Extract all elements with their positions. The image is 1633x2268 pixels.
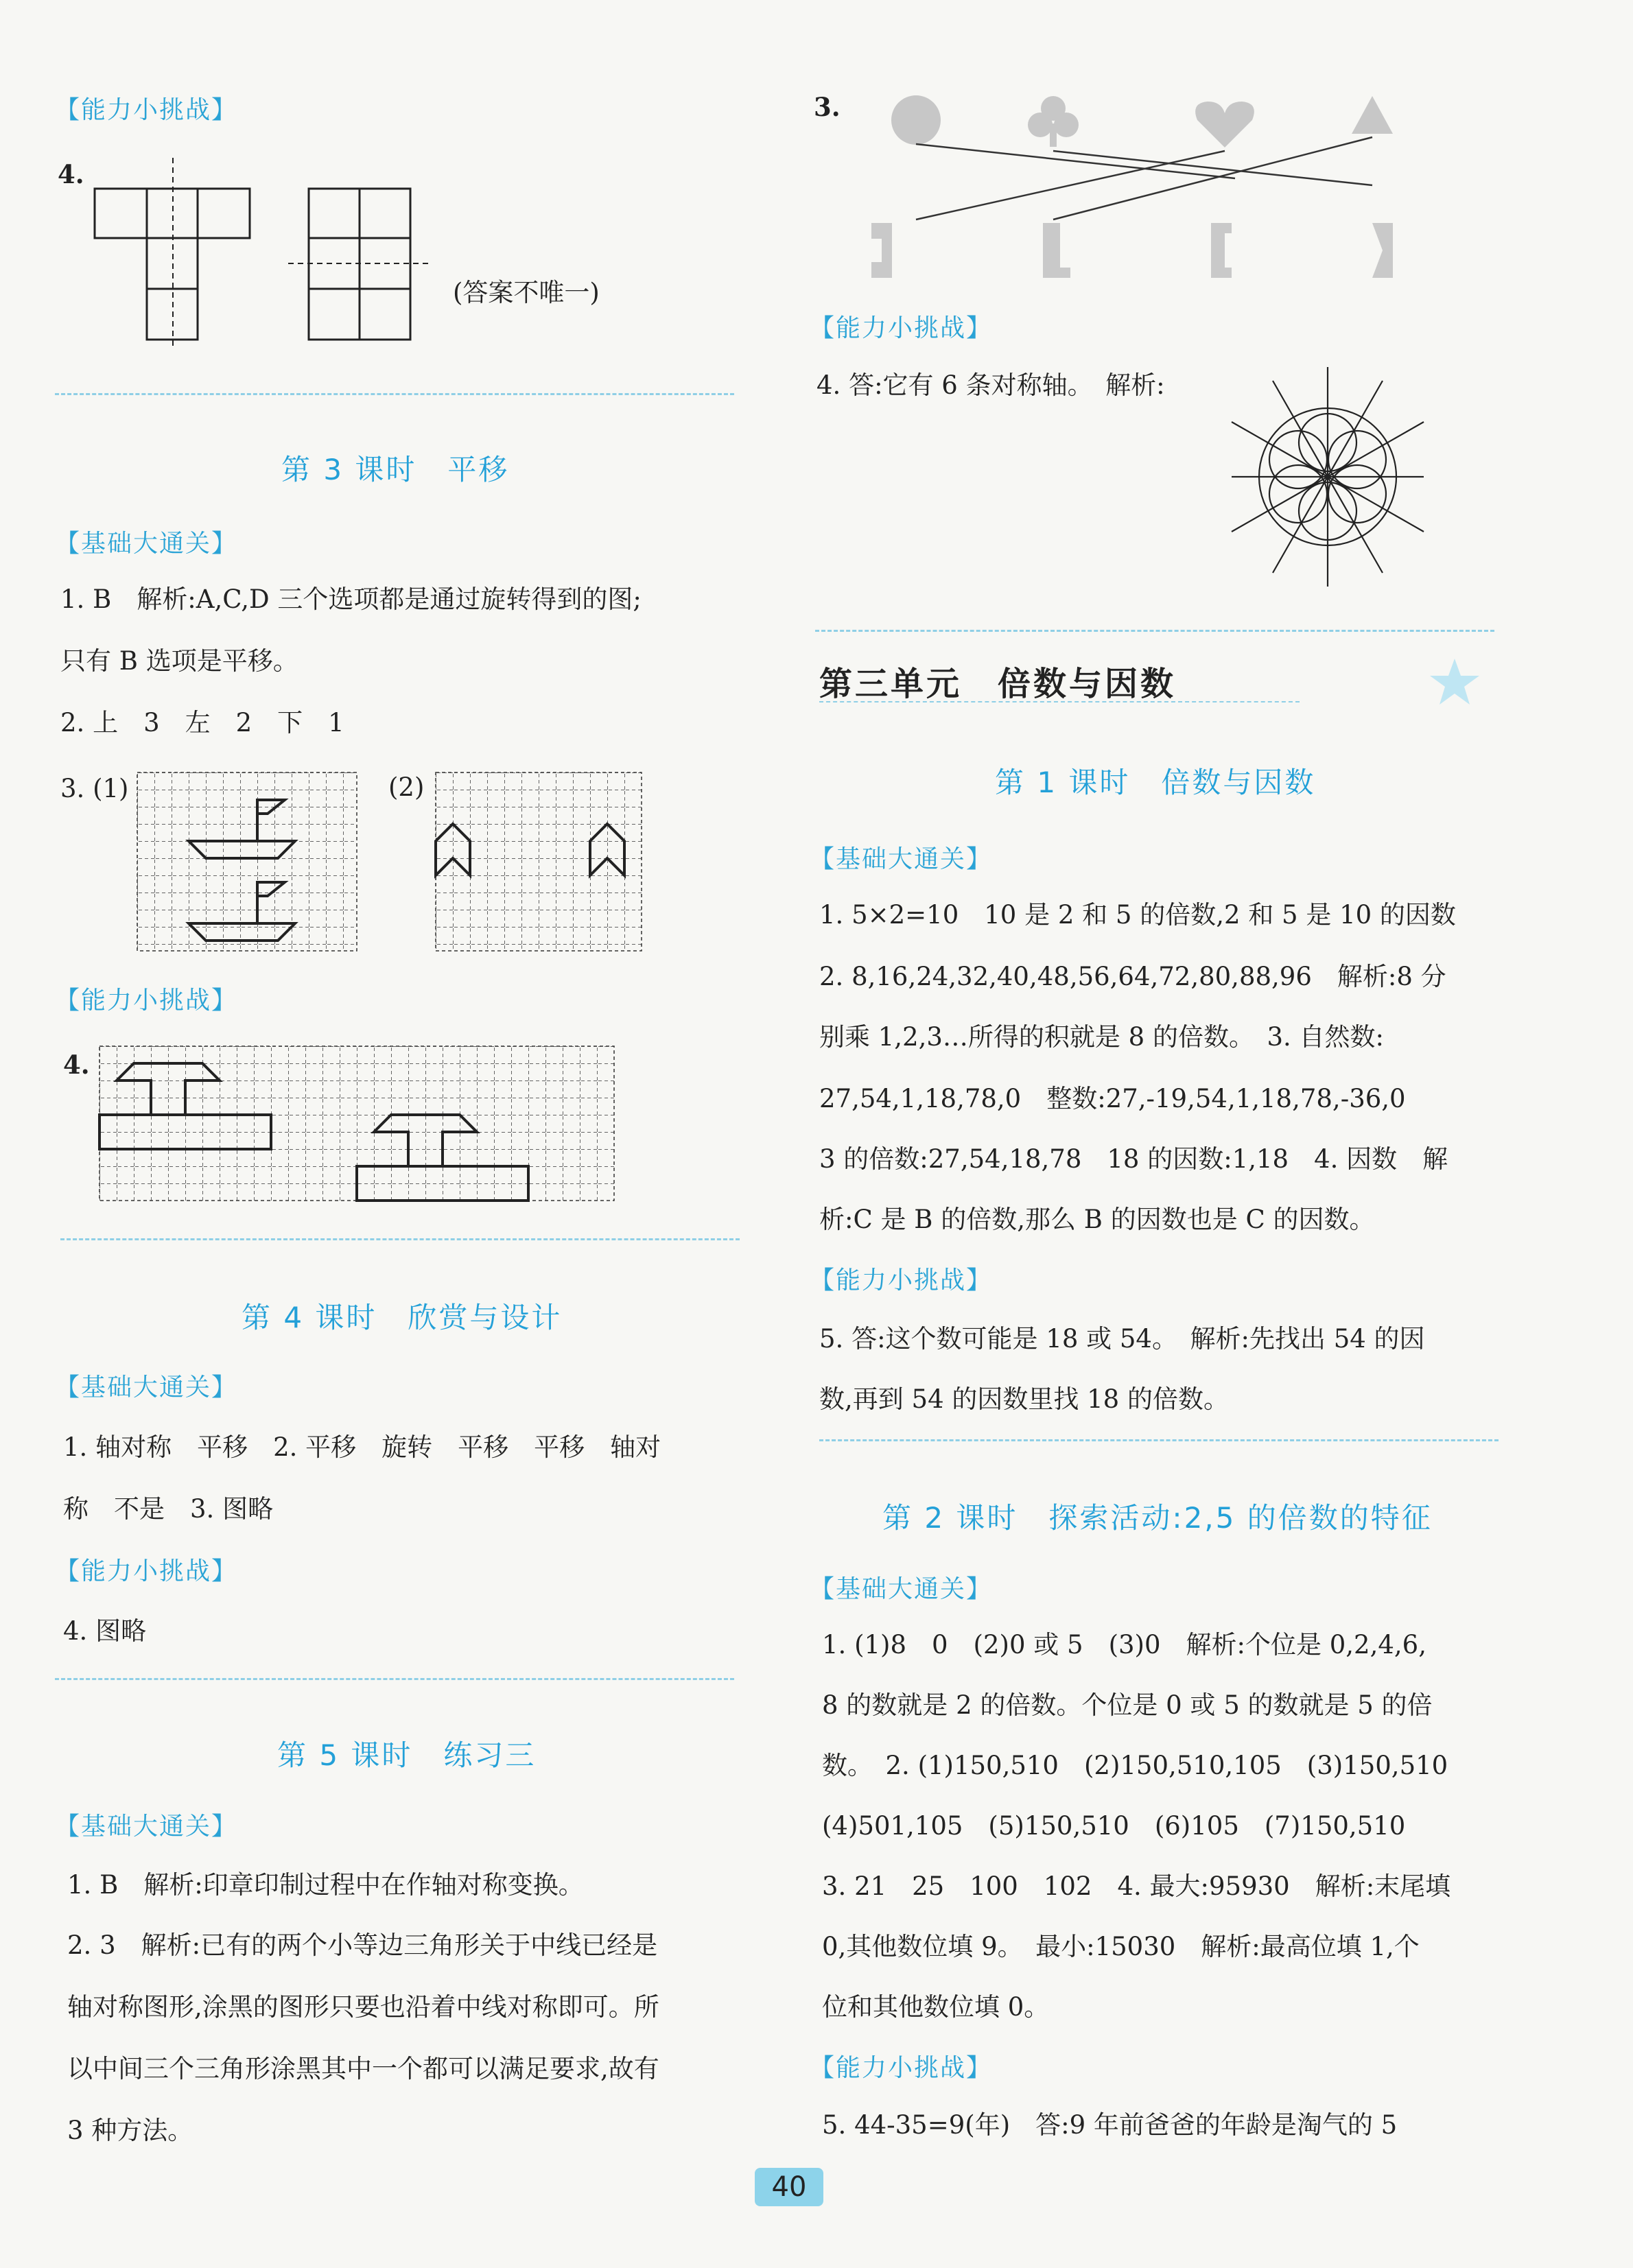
lesson-5-line-4: 以中间三个三角形涂黑其中一个都可以满足要求,故有: [67, 2054, 659, 2083]
lesson-3-title: 第 3 课时 平移: [281, 453, 510, 486]
challenge-tag: 【能力小挑战】: [55, 96, 238, 124]
lesson-4-line-3: 4. 图略: [63, 1616, 147, 1646]
question-number: 4.: [63, 1050, 90, 1080]
basic-tag: 【基础大通关】: [55, 1812, 238, 1841]
unit3-lesson-1-line-8: 数,再到 54 的因数里找 18 的倍数。: [819, 1384, 1229, 1414]
unit3-lesson-2-line-4: (4)501,105 (5)150,510 (6)105 (7)150,510: [822, 1811, 1406, 1841]
unit3-lesson-2-line-7: 位和其他数位填 0。: [822, 1992, 1050, 2022]
unit3-lesson-1-line-6: 析:C 是 B 的倍数,那么 B 的因数也是 C 的因数。: [819, 1205, 1375, 1234]
unit3-lesson-1-line-7: 5. 答:这个数可能是 18 或 54。 解析:先找出 54 的因: [819, 1324, 1425, 1354]
unit3-lesson-1-line-2: 2. 8,16,24,32,40,48,56,64,72,80,88,96 解析:8 分: [819, 962, 1446, 991]
basic-tag: 【基础大通关】: [55, 530, 238, 558]
unit3-lesson-2-line-1: 1. (1)8 0 (2)0 或 5 (3)0 解析:个位是 0,2,4,6,: [822, 1630, 1426, 1659]
translation-grid-3: [99, 1046, 690, 1211]
q3-label-2: (2): [388, 772, 425, 802]
unit3-lesson-1-line-3: 别乘 1,2,3…所得的积就是 8 的倍数。 3. 自然数:: [819, 1022, 1384, 1052]
unit3-lesson-1-line-4: 27,54,1,18,78,0 整数:27,-19,54,1,18,78,-36,0: [819, 1084, 1406, 1113]
lesson-3-line-3: 2. 上 3 左 2 下 1: [60, 708, 344, 737]
lesson-4-title: 第 4 课时 欣赏与设计: [242, 1301, 563, 1334]
divider: [60, 1238, 740, 1240]
unit3-lesson-2-title: 第 2 课时 探索活动:2,5 的倍数的特征: [882, 1501, 1433, 1535]
club-shape-icon: [1028, 96, 1079, 147]
unit3-lesson-2-line-3: 数。 2. (1)150,510 (2)150,510,105 (3)150,510: [822, 1751, 1448, 1780]
question-number: 4.: [58, 159, 84, 189]
star-icon: [1427, 655, 1482, 710]
translation-grid-2: [436, 772, 669, 951]
divider: [819, 1439, 1499, 1441]
lesson-4-line-1: 1. 轴对称 平移 2. 平移 旋转 平移 平移 轴对: [63, 1432, 661, 1462]
unit3-lesson-1-line-5: 3 的倍数:27,54,18,78 18 的因数:1,18 4. 因数 解: [819, 1144, 1448, 1174]
lesson-5-line-1: 1. B 解析:印章印制过程中在作轴对称变换。: [67, 1870, 584, 1900]
lesson-3-line-1: 1. B 解析:A,C,D 三个选项都是通过旋转得到的图;: [60, 584, 642, 614]
cube-net-figure: [55, 151, 672, 357]
q3-label-1: 3. (1): [60, 774, 129, 803]
unit3-lesson-2-line-6: 0,其他数位填 9。 最小:15030 解析:最高位填 1,个: [822, 1932, 1420, 1961]
divider: [55, 1678, 734, 1680]
basic-tag: 【基础大通关】: [810, 1575, 993, 1603]
unit3-lesson-2-line-5: 3. 21 25 100 102 4. 最大:95930 解析:末尾填: [822, 1871, 1451, 1901]
answer-note: (答案不唯一): [453, 278, 600, 307]
unit3-lesson-2-line-2: 8 的数就是 2 的倍数。个位是 0 或 5 的数就是 5 的倍: [822, 1690, 1433, 1720]
unit3-lesson-1-title: 第 1 课时 倍数与因数: [995, 766, 1316, 799]
challenge-tag: 【能力小挑战】: [810, 1266, 993, 1295]
divider: [815, 630, 1494, 632]
lesson-5-line-5: 3 种方法。: [67, 2116, 193, 2145]
page-number: 40: [755, 2168, 823, 2206]
shape-matching-figure: [851, 82, 1455, 288]
challenge-tag: 【能力小挑战】: [55, 987, 238, 1015]
triangle-shape-icon: [1352, 96, 1393, 134]
lesson-5-line-2: 2. 3 解析:已有的两个小等边三角形关于中线已经是: [67, 1930, 658, 1960]
unit-title: 第三单元 倍数与因数: [819, 665, 1177, 703]
flower-symmetry-figure: [1218, 367, 1444, 593]
divider: [55, 393, 734, 395]
unit-underline: [819, 701, 1300, 702]
basic-tag: 【基础大通关】: [810, 845, 993, 873]
basic-tag: 【基础大通关】: [55, 1373, 238, 1402]
challenge-tag: 【能力小挑战】: [55, 1557, 238, 1585]
unit3-lesson-1-line-1: 1. 5×2=10 10 是 2 和 5 的倍数,2 和 5 是 10 的因数: [819, 900, 1456, 930]
unit3-lesson-2-line-8: 5. 44-35=9(年) 答:9 年前爸爸的年龄是淘气的 5: [822, 2110, 1398, 2140]
symmetry-answer: 4. 答:它有 6 条对称轴。 解析:: [816, 370, 1165, 400]
lesson-4-line-2: 称 不是 3. 图略: [63, 1494, 274, 1524]
challenge-tag: 【能力小挑战】: [810, 314, 993, 342]
lesson-5-line-3: 轴对称图形,涂黑的图形只要也沿着中线对称即可。所: [67, 1992, 659, 2022]
translation-grid-1: [137, 772, 412, 951]
lesson-3-line-2: 只有 B 选项是平移。: [60, 646, 298, 676]
heart-shape-icon: [1195, 102, 1254, 147]
challenge-tag: 【能力小挑战】: [810, 2054, 993, 2082]
circle-shape-icon: [891, 95, 941, 145]
question-number: 3.: [814, 92, 841, 122]
lesson-5-title: 第 5 课时 练习三: [277, 1738, 537, 1772]
